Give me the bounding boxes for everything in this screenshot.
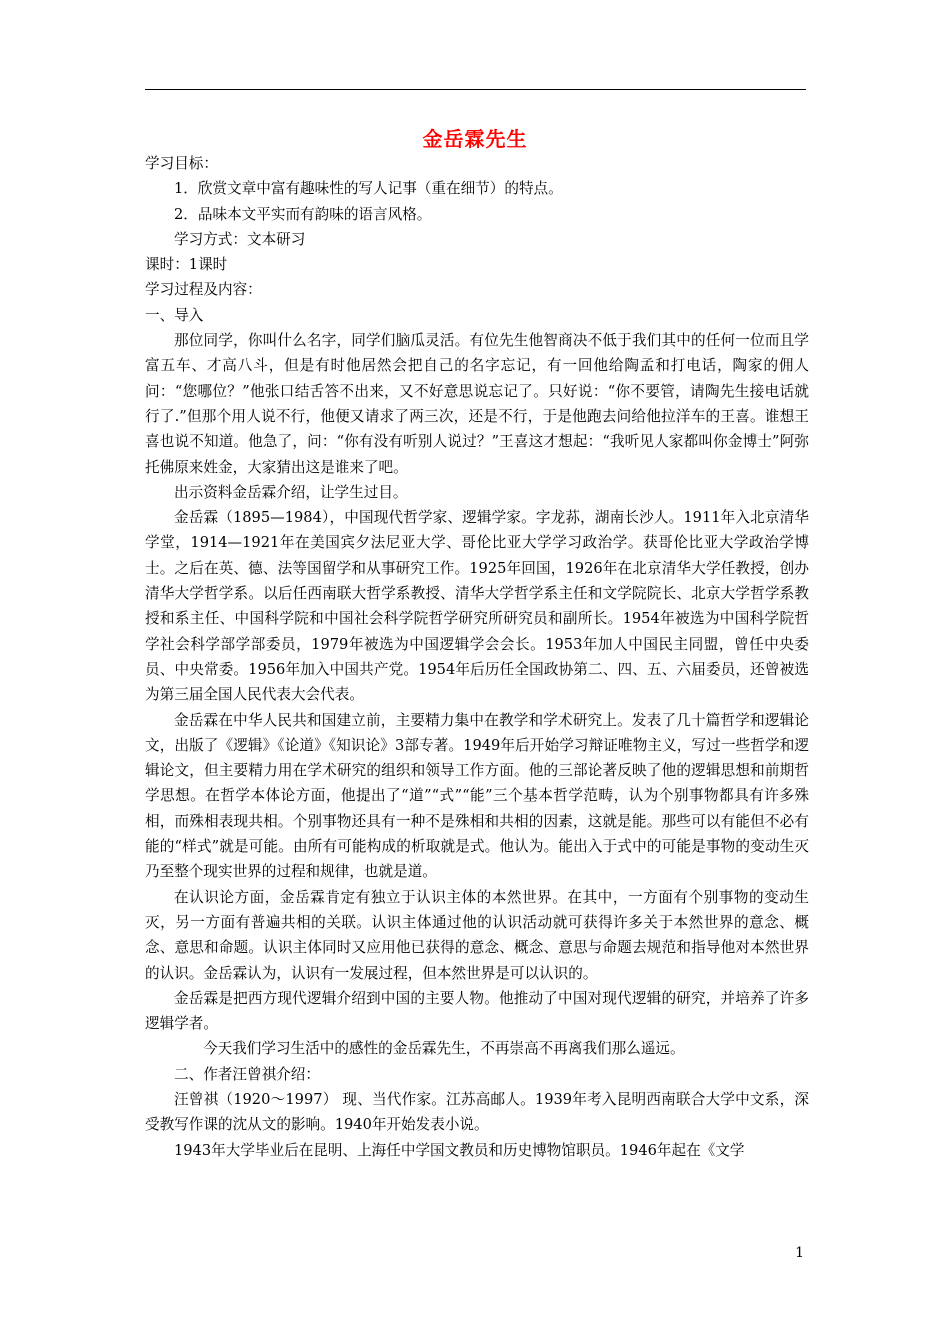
goal-item-1: 1．欣赏文章中富有趣味性的写人记事（重在细节）的特点。 xyxy=(174,180,563,198)
document-body xyxy=(145,151,809,1163)
section-heading-intro: 一、导入 xyxy=(145,306,204,324)
show-material-note: 出示资料金岳霖介绍，让学生过目。 xyxy=(174,483,408,501)
header-rule xyxy=(145,89,806,90)
goals-heading: 学习目标： xyxy=(145,155,218,172)
bio-paragraph: 金岳霖（1895—1984），中国现代哲学家、逻辑学家。字龙荪，湖南长沙人。1911年入北京清华学堂，1914—1921年在美国宾夕法尼亚大学、哥伦比亚大学学习政治学。获哥伦比亚大学政治学博士。之后在英、德、法等国留学和从事研究工作。1925年回国，1926年在北京清华大学任教授，创办清华大学哲学系。以后任西南联大哲学系教授、清华大学哲学系主任和文学院院长、北京大学哲学系教授和系主任、中国科学院和中国社会科学院哲学研究所研究员和副所长。1954年被选为中国科学院哲学社会科学部学部委员，1979年被选为中国逻辑学会会长。1953年加人中国民主同盟，曾任中央委员、中央常委。1956年加入中国共产党。1954年后历任全国政协第二、四、五、六届委员，还曾被选为第三届全国人民代表大会代表。 xyxy=(145,509,809,704)
bio-paragraph: 金岳霖是把西方现代逻辑介绍到中国的主要人物。他推动了中国对现代逻辑的研究，并培养了许多逻辑学者。 xyxy=(145,989,809,1033)
page-number: 1 xyxy=(795,1245,804,1261)
study-method: 学习方式：文本研习 xyxy=(174,230,306,248)
section-heading-author: 二、作者汪曾祺介绍： xyxy=(174,1065,320,1083)
intro-paragraph: 那位同学，你叫什么名字，同学们脑瓜灵活。有位先生他智商决不低于我们其中的任何一位而且学富五车、才高八斗，但是有时他居然会把自己的名字忘记，有一回他给陶孟和打电话，陶家的佣人问：“您哪位？”他张口结舌答不出来，又不好意思说忘记了。只好说：“你不要管，请陶先生接电话就行了.”但那个用人说不行，他便又请求了两三次，还是不行，于是他跑去问给他拉洋车的王喜。谁想王喜也说不知道。他急了，问：“你有没有听别人说过？”王喜这才想起：“我听见人家都叫你金博士”阿弥托佛原来姓金，大家猜出这是谁来了吧。 xyxy=(145,332,809,476)
class-hours: 课时：1课时 xyxy=(145,256,228,274)
author-paragraph: 汪曾祺（1920～1997） 现、当代作家。江苏高邮人。1939年考入昆明西南联合大学中文系，深受教写作课的沈从文的影响。1940年开始发表小说。 xyxy=(145,1090,809,1134)
bio-paragraph: 金岳霖在中华人民共和国建立前，主要精力集中在教学和学术研究上。发表了几十篇哲学和逻辑论文，出版了《逻辑》《论道》《知识论》3部专著。1949年后开始学习辩证唯物主义，写过一些哲学和逻辑论文，但主要精力用在学术研究的组织和领导工作方面。他的三部论著反映了他的逻辑思想和前期哲学思想。在哲学本体论方面，他提出了“道”“式”“能”三个基本哲学范畴，认为个别事物都具有许多殊相，而殊相表现共相。个别事物还具有一种不是殊相和共相的因素，这就是能。那些可以有能但不必有能的“样式”就是可能。由所有可能构成的析取就是式。他认为。能出入于式中的可能是事物的变动生灭乃至整个现实世界的过程和规律，也就是道。 xyxy=(145,711,809,881)
document-title: 金岳霖先生 xyxy=(422,127,528,151)
goal-item-2: 2．品味本文平实而有韵味的语言风格。 xyxy=(174,205,432,223)
transition-sentence: 今天我们学习生活中的感性的金岳霖先生，不再崇高不再离我们那么遥远。 xyxy=(203,1040,685,1058)
author-paragraph: 1943年大学毕业后在昆明、上海任中学国文教员和历史博物馆职员。1946年起在《文学 xyxy=(174,1141,745,1159)
bio-paragraph: 在认识论方面，金岳霖肯定有独立于认识主体的本然世界。在其中，一方面有个别事物的变动生灭，另一方面有普遍共相的关联。认识主体通过他的认识活动就可获得许多关于本然世界的意念、概念、意思和命题。认识主体同时又应用他已获得的意念、概念、意思与命题去规范和指导他对本然世界的认识。金岳霖认为，认识有一发展过程，但本然世界是可以认识的。 xyxy=(145,888,809,982)
process-heading: 学习过程及内容： xyxy=(145,281,262,299)
